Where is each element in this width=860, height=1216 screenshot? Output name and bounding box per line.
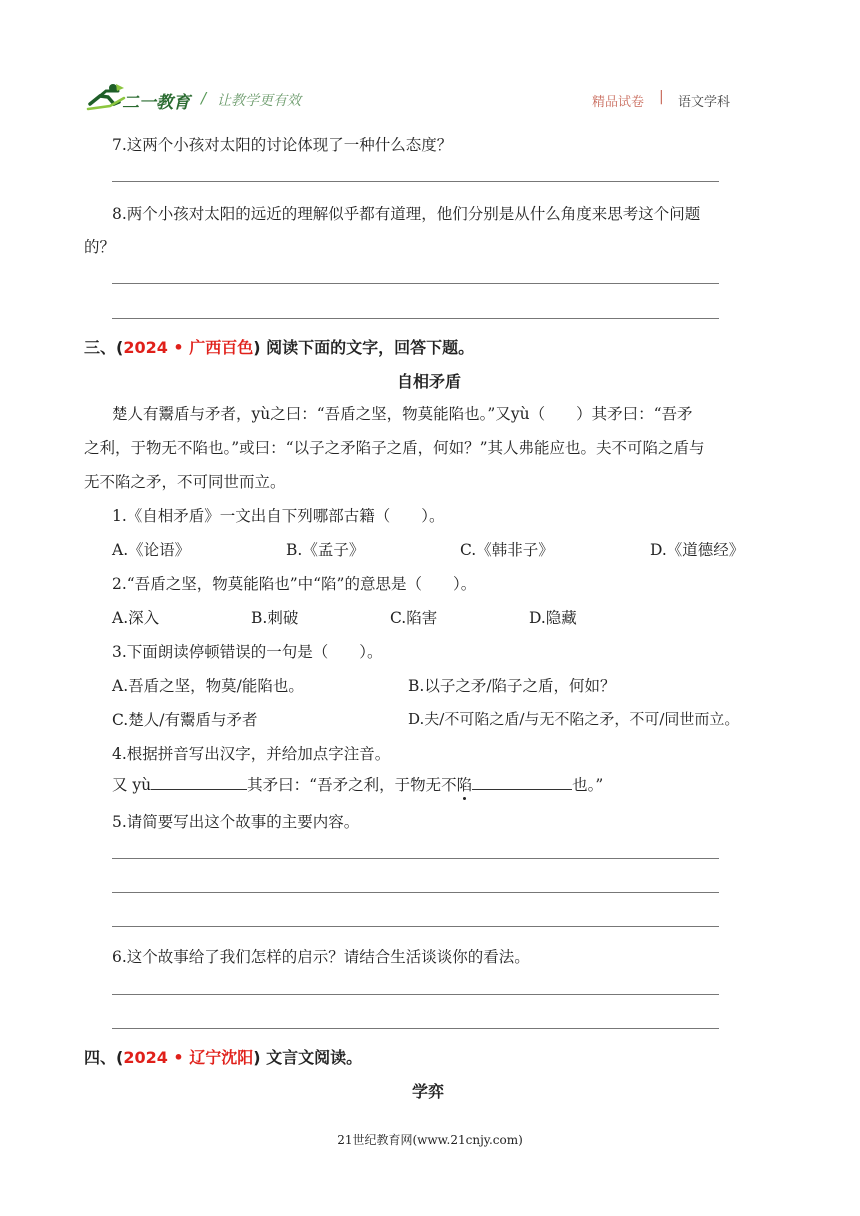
passage-title: 自相矛盾 [397,372,462,391]
option-b[interactable]: B.以子之矛/陷子之盾，何如？ [408,677,616,695]
blank-field[interactable] [472,775,572,790]
option-a[interactable]: A.深入 [112,609,160,627]
question-7: 7.这两个小孩对太阳的讨论体现了一种什么态度？ [112,136,453,154]
section-4-source: 2024 • 辽宁沈阳 [123,1048,254,1067]
question-4: 4.根据拼音写出汉字，并给加点字注音。 [112,745,391,763]
answer-line[interactable] [112,858,719,859]
page-header [0,0,860,130]
question-8: 8.两个小孩对太阳的远近的理解似乎都有道理，他们分别是从什么角度来思考这个问题 [112,205,701,223]
question-1: 1.《自相矛盾》一文出自下列哪部古籍（ ）。 [112,507,445,525]
option-c[interactable]: C.陷害 [390,609,438,627]
header-separator: | [659,89,664,105]
option-a[interactable]: A.《论语》 [112,541,191,559]
answer-line[interactable] [112,926,719,927]
section-3-source: 2024 • 广西百色 [123,338,254,357]
question-2: 2.“吾盾之坚，物莫能陷也”中“陷”的意思是（ ）。 [112,575,477,593]
option-c[interactable]: C.楚人/有鬻盾与矛者 [112,711,258,729]
passage-line: 楚人有鬻盾与矛者，yù之曰：“吾盾之坚，物莫能陷也。”又yù（ ）其矛曰：“吾矛 [112,405,693,423]
option-d[interactable]: D.隐藏 [529,609,577,627]
passage-line: 之利，于物无不陷也。”或曰：“以子之矛陷子之盾，何如？”其人弗能应也。夫不可陷之盾与 [84,439,705,457]
passage-title: 学弈 [412,1082,445,1101]
answer-line[interactable] [112,994,719,995]
question-8-cont: 的？ [84,238,116,256]
section-4-heading: 四、(2024 • 辽宁沈阳) 文言文阅读。 [84,1048,363,1067]
option-b[interactable]: B.刺破 [251,609,299,627]
option-c[interactable]: C.《韩非子》 [460,541,554,559]
option-d[interactable]: D.夫/不可陷之盾/与无不陷之矛，不可/同世而立。 [408,710,740,728]
page-footer: 21世纪教育网(www.21cnjy.com) [337,1133,523,1147]
option-d[interactable]: D.《道德经》 [650,541,745,559]
brand-slogan: 让教学更有效 [217,93,301,109]
header-tag: 精品试卷 [592,95,645,110]
section-3-heading: 三、(2024 • 广西百色) 阅读下面的文字，回答下题。 [84,338,475,357]
answer-line[interactable] [112,181,719,182]
answer-line[interactable] [112,892,719,893]
brand-slash: / [201,89,207,107]
answer-line[interactable] [112,318,719,319]
question-4-fill: 又 yù 其矛曰：“吾矛之利，于物无不陷 也。” [112,773,603,795]
blank-field[interactable] [151,775,247,790]
option-b[interactable]: B.《孟子》 [286,541,365,559]
option-a[interactable]: A.吾盾之坚，物莫/能陷也。 [112,677,304,695]
question-5: 5.请简要写出这个故事的主要内容。 [112,813,360,831]
runner-logo-icon [86,82,126,112]
answer-line[interactable] [112,1028,719,1029]
question-3: 3.下面朗读停顿错误的一句是（ ）。 [112,643,383,661]
answer-line[interactable] [112,283,719,284]
header-subject: 语文学科 [678,95,731,110]
passage-line: 无不陷之矛，不可同世而立。 [84,473,286,491]
brand-name: 二一教育 [122,93,190,113]
dotted-char: 陷 [457,773,473,795]
question-6: 6.这个故事给了我们怎样的启示？请结合生活谈谈你的看法。 [112,948,530,966]
